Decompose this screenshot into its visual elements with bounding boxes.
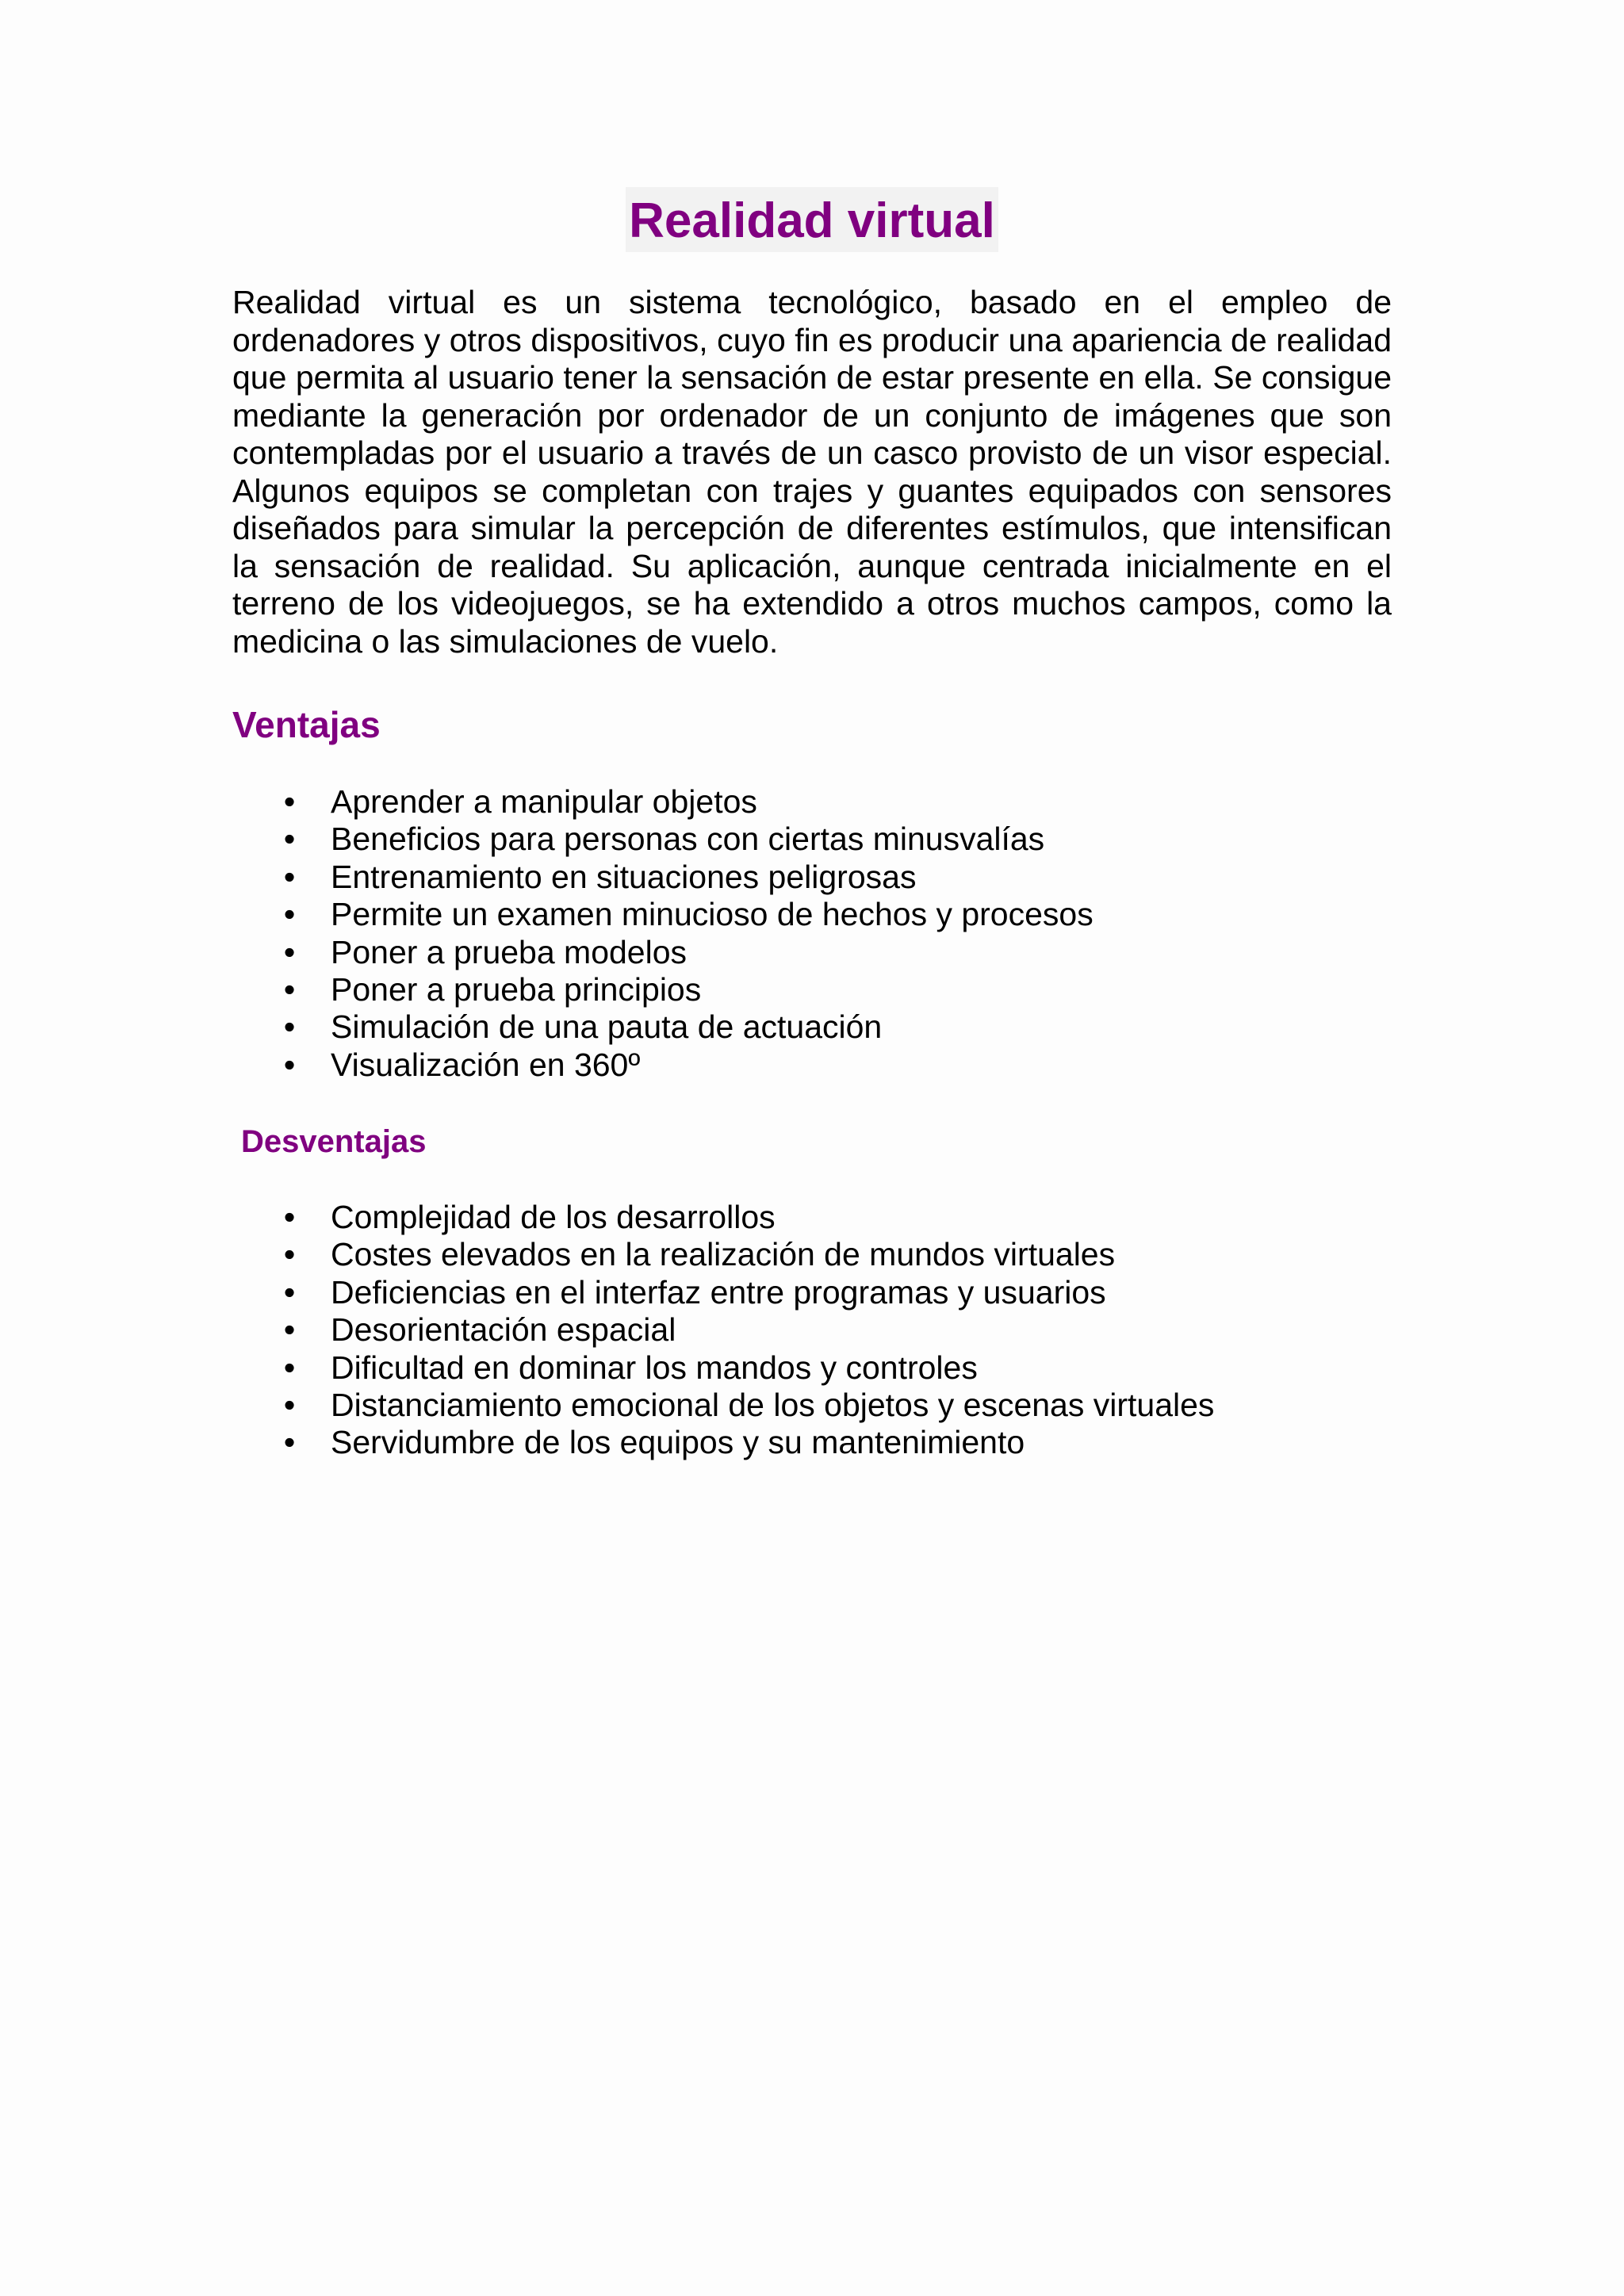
list-item-text: Beneficios para personas con ciertas minusvalías [331, 821, 1045, 858]
list-item [282, 1387, 1214, 1424]
bullet-icon: • [283, 1273, 296, 1311]
bullet-icon: • [283, 1424, 296, 1461]
bullet-icon: • [283, 1236, 296, 1273]
bullet-icon: • [283, 858, 296, 895]
list-item [282, 934, 1094, 971]
list-item-text: Complejidad de los desarrollos [331, 1199, 776, 1235]
page-title: Realidad virtual [626, 187, 998, 252]
list-item [282, 1424, 1214, 1461]
bullet-icon: • [283, 783, 296, 820]
bullet-icon: • [283, 1046, 296, 1083]
list-item-text: Simulación de una pauta de actuación [331, 1008, 883, 1046]
bullet-icon: • [283, 896, 296, 933]
bullet-icon: • [283, 933, 296, 970]
list-item [282, 1236, 1214, 1273]
list-item [282, 783, 1094, 821]
list-item-text: Dificultad en dominar los mandos y controles [331, 1349, 978, 1386]
bullet-icon: • [283, 971, 296, 1008]
list-item-text: Poner a prueba principios [331, 971, 702, 1008]
ventajas-list [282, 783, 1094, 1084]
list-item [282, 971, 1094, 1008]
bullet-icon: • [283, 821, 296, 858]
list-item [282, 1274, 1214, 1311]
ventajas-heading: Ventajas [232, 704, 381, 745]
list-item [282, 1008, 1094, 1046]
list-item-text: Entrenamiento en situaciones peligrosas [331, 858, 917, 895]
title-wrapper [0, 187, 1624, 252]
bullet-icon: • [283, 1387, 296, 1424]
list-item-text: Visualización en 360º [331, 1046, 641, 1083]
intro-paragraph: Realidad virtual es un sistema tecnológico, basado en el empleo de ordenadores y otros dispositivos, cuyo fin es producir una apariencia de realidad que permita al usuario tener la sensación de estar presente en ella. Se consigue mediante la generación por ordenador de un conjunto de imágenes que son contempladas por el usuario a través de un casco provisto de un visor especial. Algunos equipos se completan con trajes y guantes equipados con sensores diseñados para simular la percepción de diferentes estímulos, que intensifican la sensación de realidad. Su aplicación, aunque centrada inicialmente en el terreno de los videojuegos, se ha extendido a otros muchos campos, como la medicina o las simulaciones de vuelo. [232, 284, 1392, 660]
list-item-text: Permite un examen minucioso de hechos y procesos [331, 896, 1094, 933]
list-item [282, 859, 1094, 896]
list-item-text: Distanciamiento emocional de los objetos y escenas virtuales [331, 1387, 1215, 1424]
list-item [282, 1199, 1214, 1236]
list-item [282, 1349, 1214, 1387]
bullet-icon: • [283, 1199, 296, 1235]
bullet-icon: • [283, 1349, 296, 1386]
list-item-text: Aprender a manipular objetos [331, 783, 757, 820]
list-item [282, 1047, 1094, 1084]
list-item [282, 1311, 1214, 1349]
list-item-text: Costes elevados en la realización de mundos virtuales [331, 1236, 1116, 1273]
list-item [282, 821, 1094, 858]
desventajas-list [282, 1199, 1214, 1462]
list-item-text: Servidumbre de los equipos y su mantenimiento [331, 1424, 1025, 1461]
bullet-icon: • [283, 1311, 296, 1349]
list-item [282, 896, 1094, 933]
list-item-text: Deficiencias en el interfaz entre programas y usuarios [331, 1273, 1106, 1311]
desventajas-heading: Desventajas [241, 1124, 427, 1159]
list-item-text: Desorientación espacial [331, 1311, 676, 1349]
bullet-icon: • [283, 1008, 296, 1046]
list-item-text: Poner a prueba modelos [331, 933, 688, 970]
